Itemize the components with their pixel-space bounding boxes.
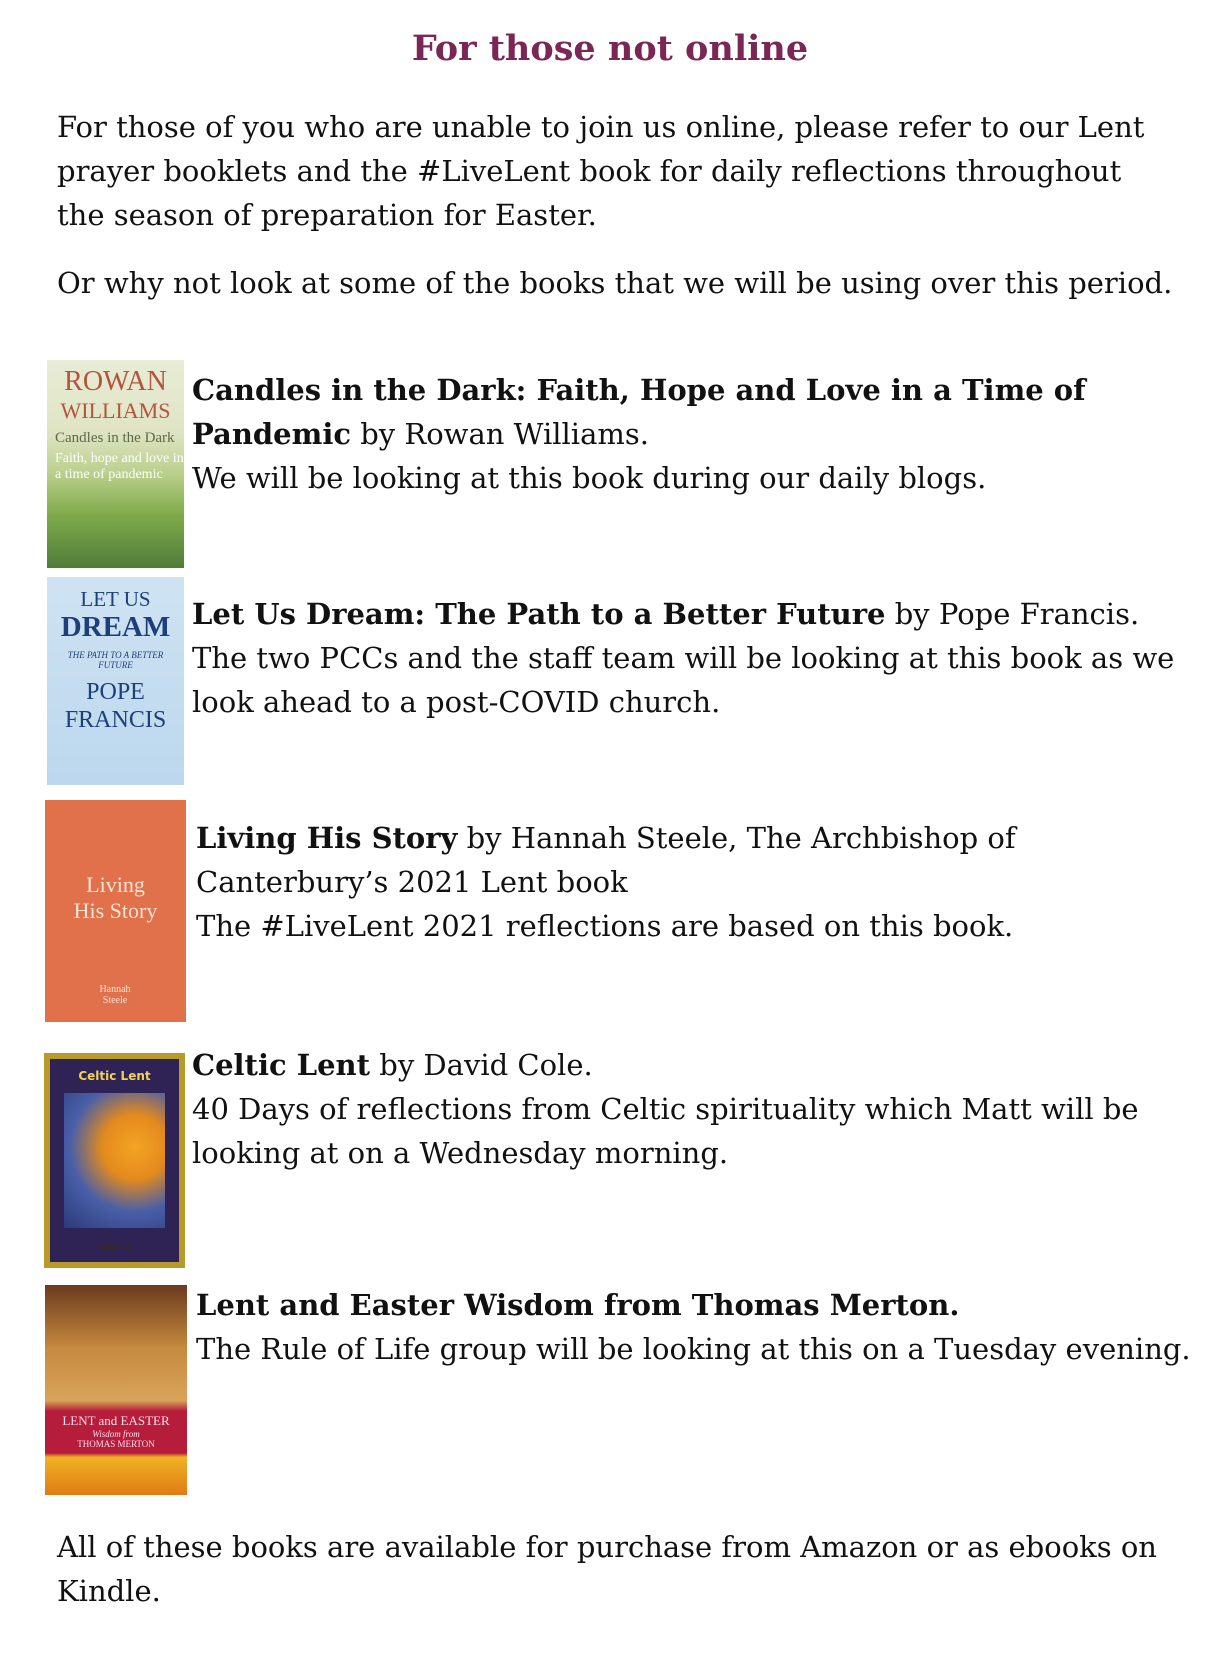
book-cover-candles: ROWAN WILLIAMS Candles in the Dark Faith, hope and love in a time of pandemic <box>47 360 184 568</box>
book-note: The two PCCs and the staff team will be looking at this book as we look ahead to a post-COVID church. <box>192 641 1175 719</box>
book-note: The Rule of Life group will be looking at this on a Tuesday evening. <box>196 1332 1191 1366</box>
book-author: by David Cole. <box>370 1048 593 1082</box>
intro-paragraph-2: Or why not look at some of the books that we will be using over this period. <box>57 266 1173 300</box>
book-title: Lent and Easter Wisdom from Thomas Merton. <box>196 1288 960 1322</box>
book-note: The #LiveLent 2021 reflections are based on this book. <box>196 909 1014 943</box>
book-author: by Pope Francis. <box>885 597 1140 631</box>
book-author: by Rowan Williams. <box>351 417 649 451</box>
book-author: by Hannah Steele, The Archbishop of Canterbury’s 2021 Lent book <box>196 821 1016 899</box>
book-cover-let-us-dream: LET US DREAM THE PATH TO A BETTER FUTURE POPE FRANCIS <box>47 577 184 785</box>
book-note: We will be looking at this book during our daily blogs. <box>192 461 987 495</box>
book-cover-celtic-lent: Celtic Lent David Cole <box>44 1053 185 1268</box>
book-title: Living His Story <box>196 821 458 855</box>
footer-paragraph: All of these books are available for purchase from Amazon or as ebooks on Kindle. <box>57 1530 1157 1608</box>
book-title: Candles in the Dark: Faith, Hope and Love in a Time of Pandemic <box>192 373 1086 451</box>
book-note: 40 Days of reflections from Celtic spirituality which Matt will be looking at on a Wednesday morning. <box>192 1092 1139 1170</box>
book-cover-merton: LENT and EASTER Wisdom from THOMAS MERTON <box>45 1285 187 1495</box>
book-cover-living-his-story: Living His Story Hannah Steele <box>45 800 186 1022</box>
book-title: Let Us Dream: The Path to a Better Future <box>192 597 886 631</box>
intro-paragraph: For those of you who are unable to join us online, please refer to our Lent prayer booklets and the #LiveLent book for daily reflections throughout the season of preparation for Easter. <box>57 110 1145 232</box>
book-title: Celtic Lent <box>192 1048 371 1082</box>
page-title: For those not online <box>411 28 809 69</box>
